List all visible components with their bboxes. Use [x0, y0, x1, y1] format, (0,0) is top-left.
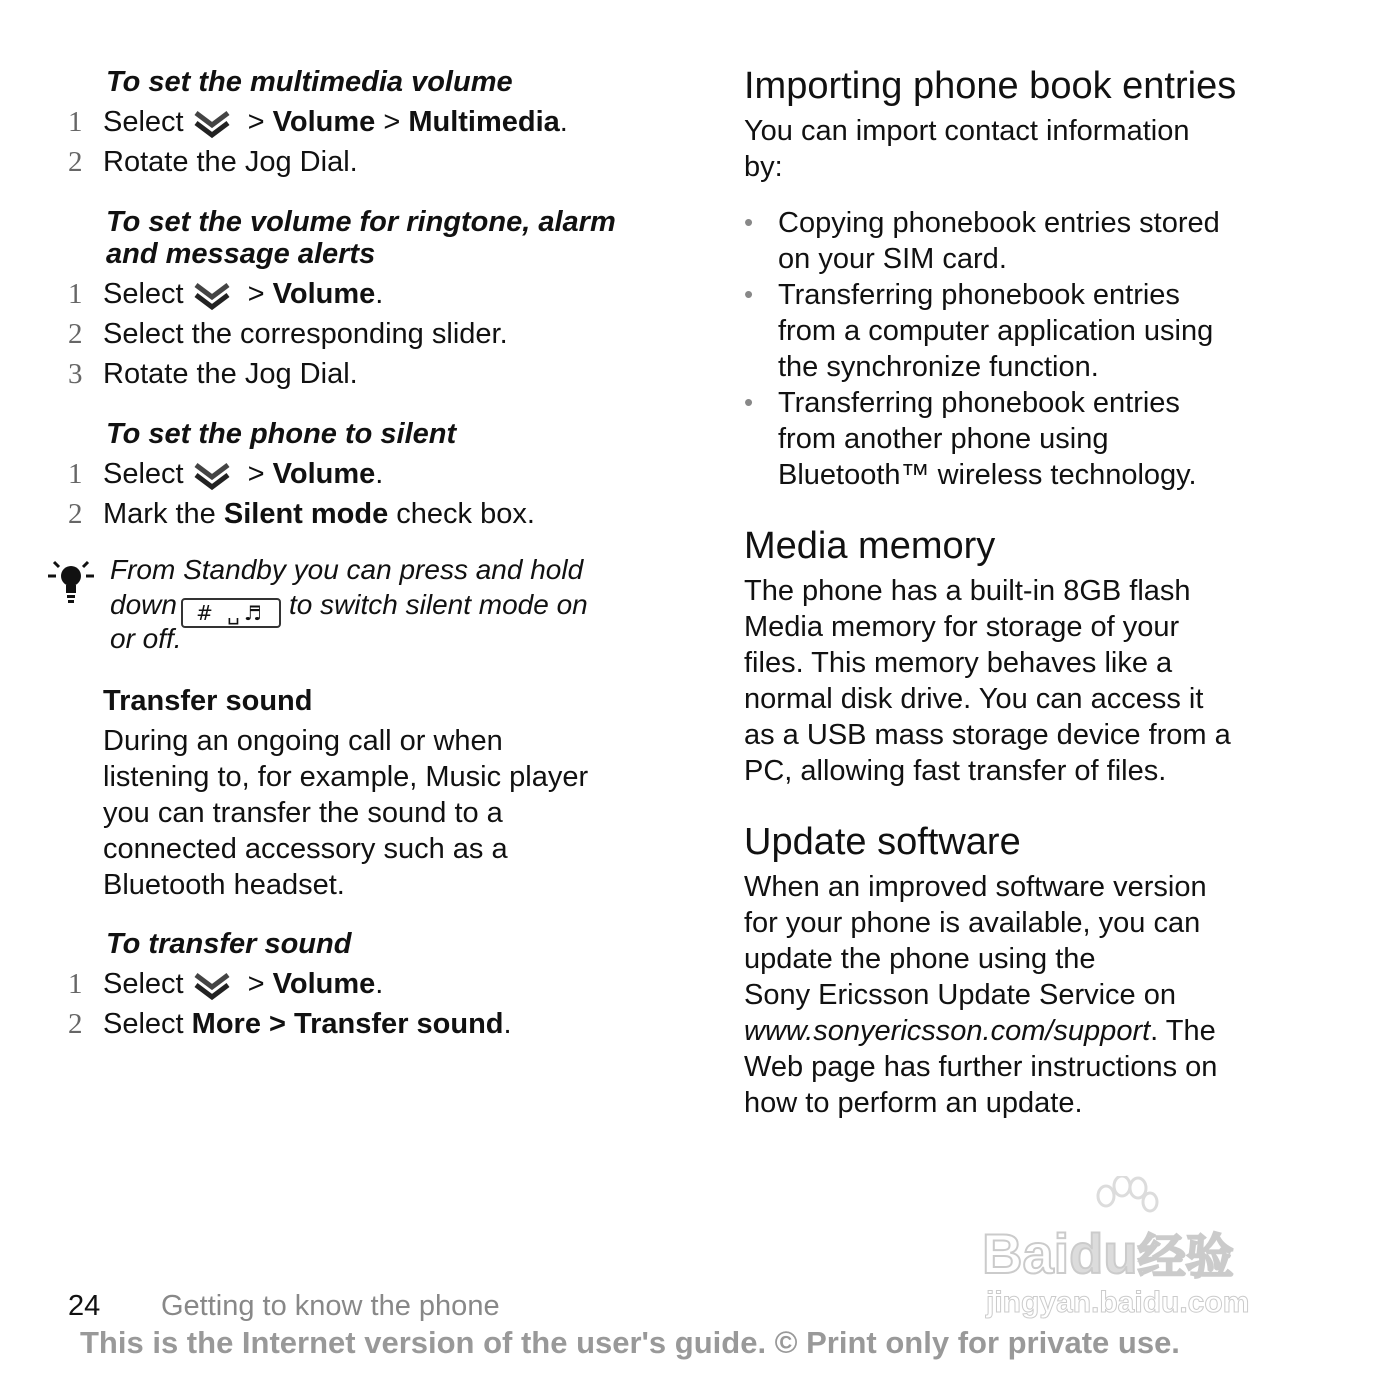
tip-line-3: or off.	[110, 623, 182, 654]
tip-line-1: From Standby you can press and hold	[110, 554, 584, 585]
step-number: 2	[68, 498, 83, 530]
step-select-volume: Select > Volume.	[103, 458, 383, 493]
update-line: for your phone is available, you can	[744, 907, 1201, 939]
step-select-more: Select More > Transfer sound.	[103, 1008, 512, 1040]
menu-chevron-icon	[192, 969, 232, 1003]
transfer-sound-line: Bluetooth headset.	[103, 869, 345, 901]
media-line: as a USB mass storage device from a	[744, 719, 1231, 751]
media-line: normal disk drive. You can access it	[744, 683, 1204, 715]
media-line: The phone has a built-in 8GB flash	[744, 575, 1191, 607]
tip-line-2: down # ␣♬ to switch silent mode on	[110, 588, 588, 628]
import-bullet-line: the synchronize function.	[778, 351, 1099, 383]
import-intro-line: by:	[744, 151, 783, 183]
section-title: Getting to know the phone	[161, 1290, 500, 1322]
subhead-ringtone-volume-2: and message alerts	[106, 238, 376, 270]
step-number: 1	[68, 458, 83, 490]
import-bullet-line: Transferring phonebook entries	[778, 279, 1180, 311]
media-line: Media memory for storage of your	[744, 611, 1180, 643]
baidu-url: jingyan.baidu.com	[986, 1286, 1250, 1319]
step-number: 3	[68, 358, 83, 390]
bullet-dot: •	[744, 279, 754, 309]
import-bullet-line: from another phone using	[778, 423, 1109, 455]
transfer-sound-line: During an ongoing call or when	[103, 725, 503, 757]
update-heading: Update software	[744, 821, 1021, 863]
step-select-slider: Select the corresponding slider.	[103, 318, 508, 350]
import-bullet-line: Bluetooth™ wireless technology.	[778, 459, 1197, 491]
step-number: 1	[68, 278, 83, 310]
lightbulb-icon	[46, 556, 96, 606]
transfer-sound-line: connected accessory such as a	[103, 833, 508, 865]
update-line: update the phone using the	[744, 943, 1096, 975]
media-heading: Media memory	[744, 525, 996, 567]
update-line: Web page has further instructions on	[744, 1051, 1218, 1083]
page-number: 24	[68, 1290, 101, 1322]
import-bullet-line: Copying phonebook entries stored	[778, 207, 1220, 239]
import-heading: Importing phone book entries	[744, 65, 1237, 107]
support-url-link[interactable]: www.sonyericsson.com/support	[744, 1015, 1151, 1047]
bullet-dot: •	[744, 387, 754, 417]
media-line: files. This memory behaves like a	[744, 647, 1173, 679]
step-select-multimedia: Select > Volume > Multimedia.	[103, 106, 568, 141]
step-select-volume: Select > Volume.	[103, 968, 383, 1003]
baidu-logo-text: Baidu经验	[982, 1222, 1234, 1285]
transfer-sound-line: listening to, for example, Music player	[103, 761, 589, 793]
step-number: 1	[68, 106, 83, 138]
subhead-multimedia-volume: To set the multimedia volume	[106, 66, 513, 98]
import-bullet-line: from a computer application using	[778, 315, 1214, 347]
step-rotate-jog: Rotate the Jog Dial.	[103, 146, 358, 178]
menu-chevron-icon	[192, 107, 232, 141]
step-number: 1	[68, 968, 83, 1000]
baidu-watermark	[982, 1176, 1302, 1326]
media-line: PC, allowing fast transfer of files.	[744, 755, 1167, 787]
transfer-sound-heading: Transfer sound	[103, 685, 313, 717]
subhead-silent: To set the phone to silent	[106, 418, 457, 450]
update-url-line: www.sonyericsson.com/support. The	[744, 1015, 1216, 1047]
import-intro-line: You can import contact information	[744, 115, 1190, 147]
hash-key-icon: # ␣♬	[181, 598, 281, 628]
menu-chevron-icon	[192, 459, 232, 493]
step-rotate-jog: Rotate the Jog Dial.	[103, 358, 358, 390]
step-select-volume: Select > Volume.	[103, 278, 383, 313]
update-line: Sony Ericsson Update Service on	[744, 979, 1176, 1011]
transfer-sound-line: you can transfer the sound to a	[103, 797, 503, 829]
subhead-ringtone-volume-1: To set the volume for ringtone, alarm	[106, 206, 616, 238]
update-line: When an improved software version	[744, 871, 1207, 903]
update-line: how to perform an update.	[744, 1087, 1083, 1119]
import-bullet-line: Transferring phonebook entries	[778, 387, 1180, 419]
disclaimer: This is the Internet version of the user's guide. © Print only for private use.	[80, 1325, 1180, 1360]
step-mark-silent: Mark the Silent mode check box.	[103, 498, 535, 530]
bullet-dot: •	[744, 207, 754, 237]
menu-chevron-icon	[192, 279, 232, 313]
step-number: 2	[68, 318, 83, 350]
step-number: 2	[68, 146, 83, 178]
import-bullet-line: on your SIM card.	[778, 243, 1007, 275]
step-number: 2	[68, 1008, 83, 1040]
subhead-transfer-sound: To transfer sound	[106, 928, 352, 960]
